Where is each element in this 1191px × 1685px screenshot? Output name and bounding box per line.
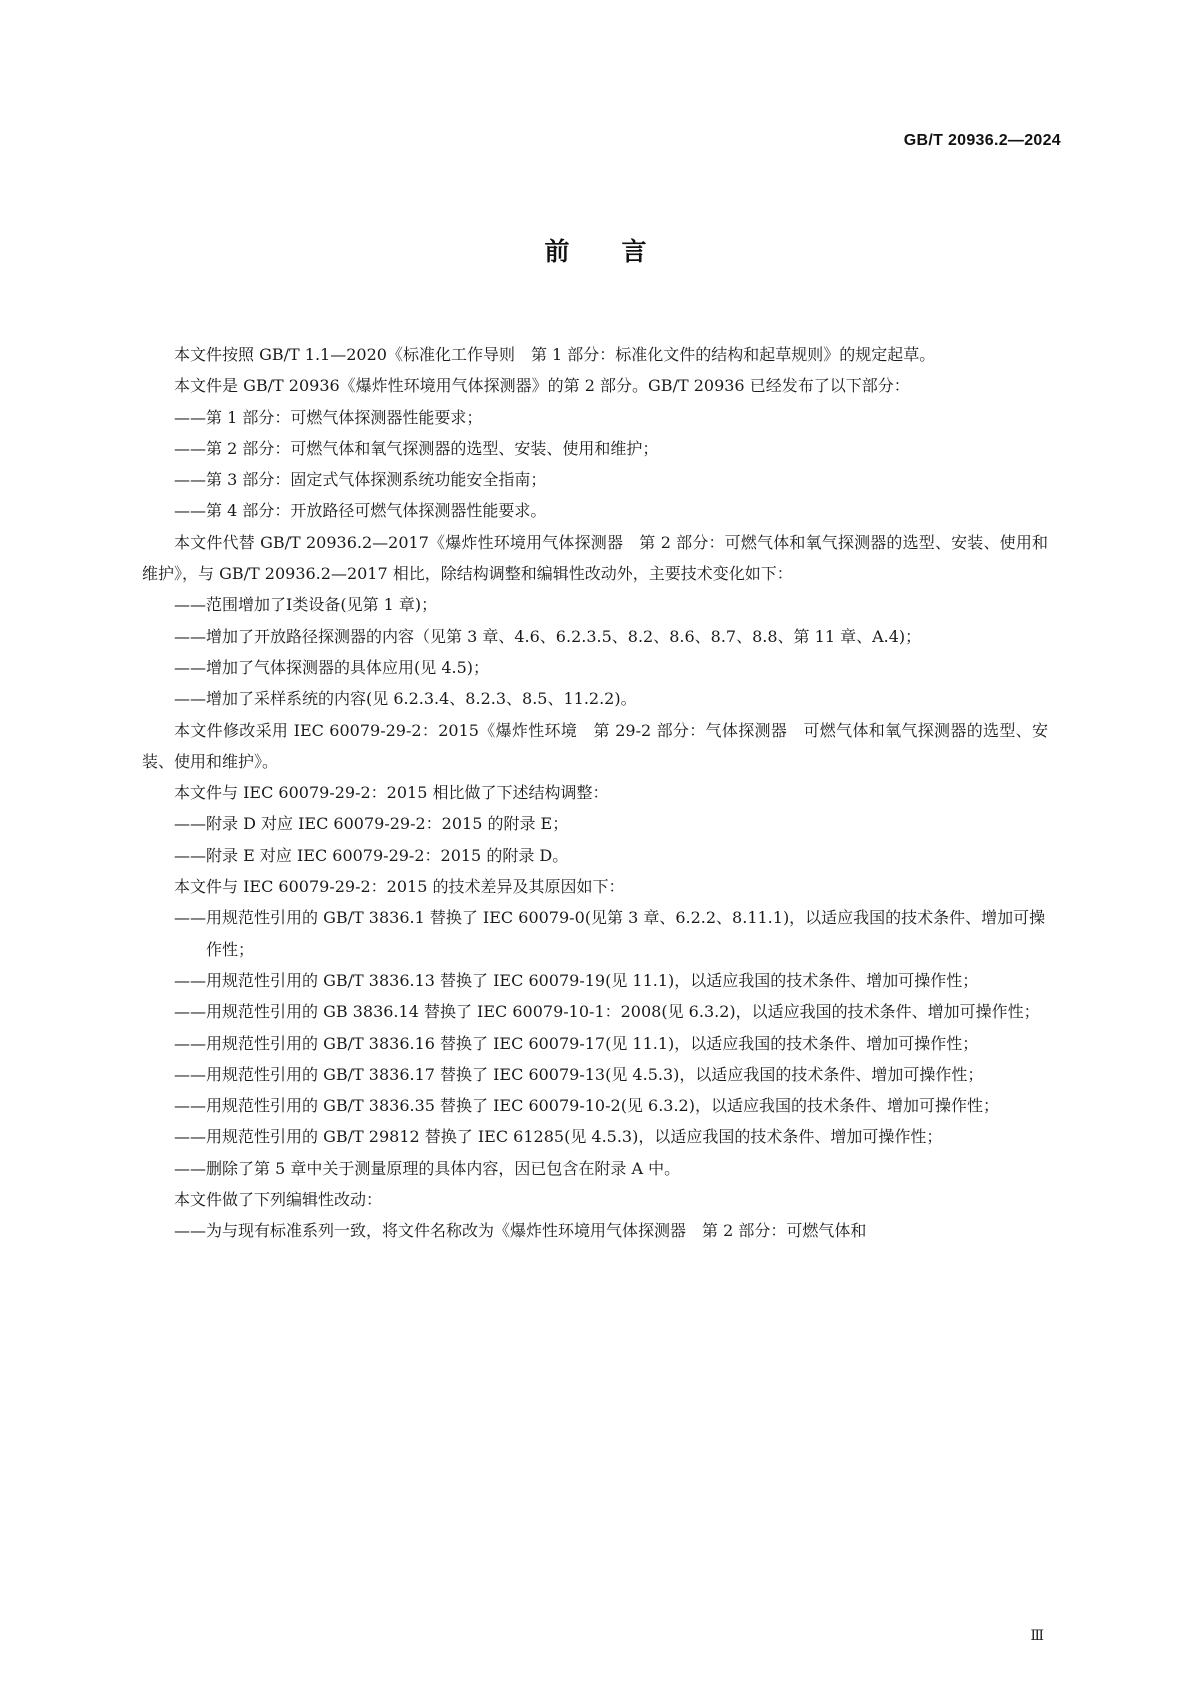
list-item-structure: ——附录 D 对应 IEC 60079-29-2：2015 的附录 E； xyxy=(174,814,569,834)
list-item-difference: ——用规范性引用的 GB/T 29812 替换了 IEC 61285(见 4.5.3)，以适应我国的技术条件、增加可操作性； xyxy=(174,1127,943,1147)
list-item-difference: ——用规范性引用的 GB/T 3836.16 替换了 IEC 60079-17(见 11.1)，以适应我国的技术条件、增加可操作性； xyxy=(174,1033,979,1053)
paragraph-differences: 本文件与 IEC 60079-29-2：2015 的技术差异及其原因如下： xyxy=(174,877,625,897)
list-item-change: ——增加了气体探测器的具体应用(见 4.5)； xyxy=(174,657,490,677)
list-item-structure: ——附录 E 对应 IEC 60079-29-2：2015 的附录 D。 xyxy=(174,845,569,865)
preface-body xyxy=(142,339,1048,1247)
list-item-difference: ——用规范性引用的 GB 3836.14 替换了 IEC 60079-10-1：2008(见 6.3.2)，以适应我国的技术条件、增加可操作性； xyxy=(174,1002,1040,1022)
paragraph-series: 本文件是 GB/T 20936《爆炸性环境用气体探测器》的第 2 部分。GB/T 20936 已经发布了以下部分： xyxy=(174,376,910,396)
page-number: Ⅲ xyxy=(1030,1628,1044,1644)
paragraph-editorial: 本文件做了下列编辑性改动： xyxy=(174,1190,383,1210)
list-item-part: ——第 4 部分：开放路径可燃气体探测器性能要求。 xyxy=(174,501,547,521)
document-code: GB/T 20936.2—2024 xyxy=(903,132,1061,149)
list-item-change: ——范围增加了Ⅰ类设备(见第 1 章)； xyxy=(174,595,438,615)
list-item-part: ——第 2 部分：可燃气体和氧气探测器的选型、安装、使用和维护； xyxy=(174,438,659,458)
list-item-part: ——第 1 部分：可燃气体探测器性能要求； xyxy=(174,407,483,427)
paragraph-drafting-rule: 本文件按照 GB/T 1.1—2020《标准化工作导则 第 1 部分：标准化文件的结构和起草规则》的规定起草。 xyxy=(174,345,936,364)
page-title-first: 前 xyxy=(544,237,570,266)
list-item-difference: ——用规范性引用的 GB/T 3836.13 替换了 IEC 60079-19(见 11.1)，以适应我国的技术条件、增加可操作性； xyxy=(174,970,979,990)
list-item-change: ——增加了开放路径探测器的内容（见第 3 章、4.6、6.2.3.5、8.2、8.6、8.7、8.8、第 11 章、A.4)； xyxy=(174,626,922,646)
list-item-change: ——增加了采样系统的内容(见 6.2.3.4、8.2.3、8.5、11.2.2)。 xyxy=(174,689,637,709)
paragraph-adoption: 本文件修改采用 IEC 60079-29-2：2015《爆炸性环境 第 29-2 部分：气体探测器 可燃气体和氧气探测器的选型、安装、使用和维护》。 xyxy=(142,720,1048,771)
list-item-editorial: ——为与现有标准系列一致，将文件名称改为《爆炸性环境用气体探测器 第 2 部分：可燃气体和 xyxy=(174,1221,867,1241)
list-item-part: ——第 3 部分：固定式气体探测系统功能安全指南； xyxy=(174,470,547,490)
paragraph-structure: 本文件与 IEC 60079-29-2：2015 相比做了下述结构调整： xyxy=(174,783,609,803)
page-title xyxy=(0,232,1191,268)
list-item-difference: ——用规范性引用的 GB/T 3836.1 替换了 IEC 60079-0(见第 3 章、6.2.2、8.11.1)，以适应我国的技术条件、增加可操作性； xyxy=(174,908,1046,959)
list-item-difference: ——用规范性引用的 GB/T 3836.17 替换了 IEC 60079-13(见 4.5.3)，以适应我国的技术条件、增加可操作性； xyxy=(174,1064,984,1084)
page-title-second: 言 xyxy=(621,237,647,266)
paragraph-replacement: 本文件代替 GB/T 20936.2—2017《爆炸性环境用气体探测器 第 2 部分：可燃气体和氧气探测器的选型、安装、使用和维护》，与 GB/T 20936.2—2017 相比，除结构调整和编辑性改动外，主要技术变化如下： xyxy=(142,532,1048,584)
list-item-difference: ——用规范性引用的 GB/T 3836.35 替换了 IEC 60079-10-2(见 6.3.2)，以适应我国的技术条件、增加可操作性； xyxy=(174,1096,999,1116)
list-item-difference: ——删除了第 5 章中关于测量原理的具体内容，因已包含在附录 A 中。 xyxy=(174,1158,681,1178)
